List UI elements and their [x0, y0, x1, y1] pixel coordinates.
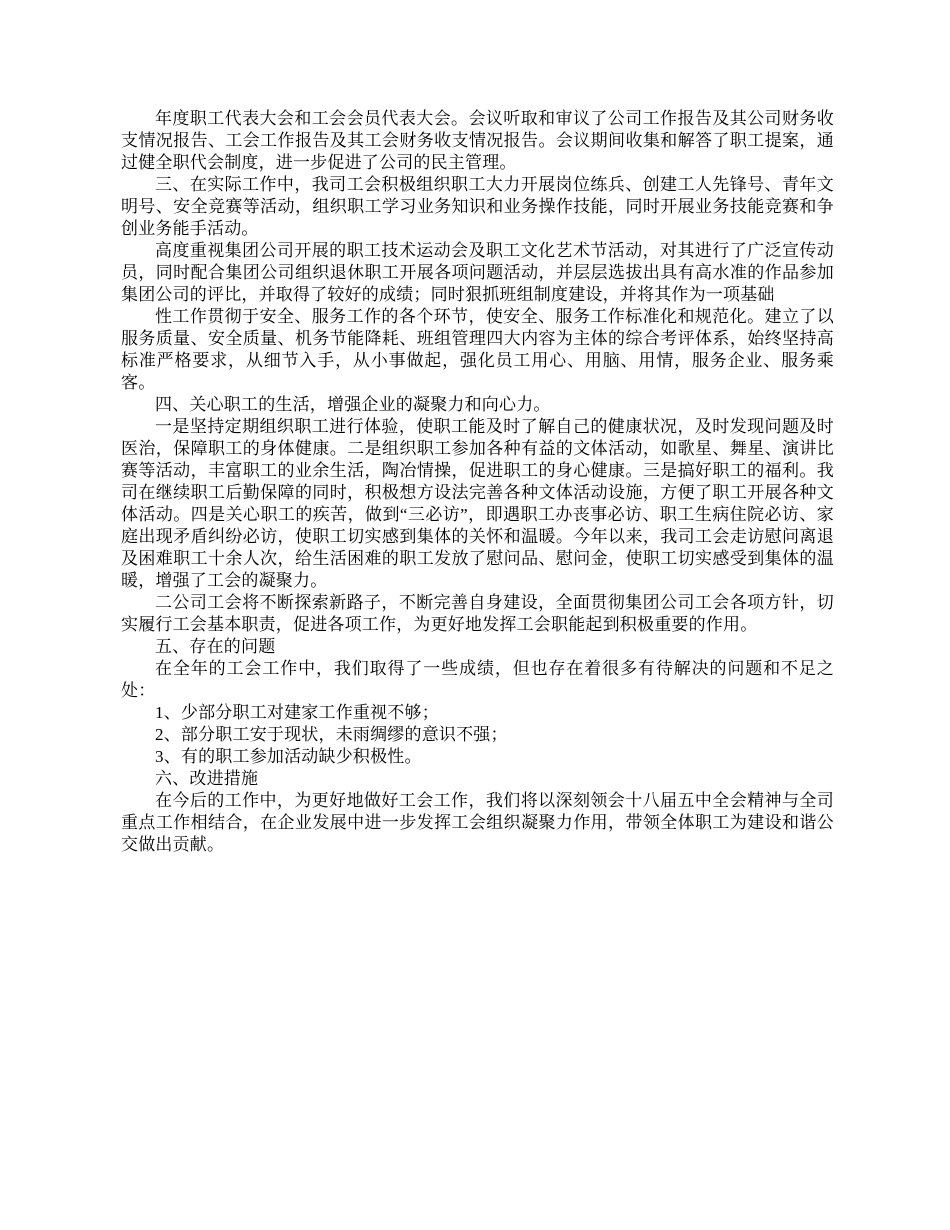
list-item: 1、少部分职工对建家工作重视不够；	[155, 703, 439, 722]
list-item: 3、有的职工参加活动缺少积极性。	[155, 747, 422, 766]
paragraph: 性工作贯彻于安全、服务工作的各个环节，使安全、服务工作标准化和规范化。建立了以服务质量、安全质量、机务节能降耗、班组管理四大内容为主体的综合考评体系，始终坚持高标准严格要求，从细节入手，从小事做起，强化员工用心、用脑、用情，服务企业、服务乘客。	[121, 307, 834, 392]
paragraph: 在今后的工作中，为更好地做好工会工作，我们将以深刻领会十八届五中全会精神与全司重点工作相结合，在企业发展中进一步发挥工会组织凝聚力作用，带领全体职工为建设和谐公交做出贡献。	[121, 791, 834, 854]
paragraph: 一是坚持定期组织职工进行体验，使职工能及时了解自己的健康状况，及时发现问题及时医治，保障职工的身体健康。二是组织职工参加各种有益的文体活动，如歌星、舞星、演讲比赛等活动，丰富职工的业余生活，陶冶情操，促进职工的身心健康。三是搞好职工的福利。我司在继续职工后勤保障的同时，积极想方设法完善各种文体活动设施，方便了职工开展各种文体活动。四是关心职工的疾苦，做到“三必访”，即遇职工办丧事必访、职工生病住院必访、家庭出现矛盾纠纷必访，使职工切实感到集体的关怀和温暖。今年以来，我司工会走访慰问离退及困难职工十余人次，给生活困难的职工发放了慰问品、慰问金，使职工切实感受到集体的温暖，增强了工会的凝聚力。	[121, 417, 834, 590]
paragraph: 三、在实际工作中，我司工会积极组织职工大力开展岗位练兵、创建工人先锋号、青年文明号、安全竞赛等活动，组织职工学习业务知识和业务操作技能，同时开展业务技能竞赛和争创业务能手活动。	[121, 175, 834, 238]
paragraph: 年度职工代表大会和工会会员代表大会。会议听取和审议了公司工作报告及其公司财务收支情况报告、工会工作报告及其工会财务收支情况报告。会议期间收集和解答了职工提案，通过健全职代会制度，进一步促进了公司的民主管理。	[121, 109, 834, 172]
paragraph: 在全年的工会工作中，我们取得了一些成绩，但也存在着很多有待解决的问题和不足之处：	[121, 659, 834, 700]
document-page	[121, 108, 834, 856]
list-item: 2、部分职工安于现状，未雨绸缪的意识不强；	[155, 725, 508, 744]
paragraph: 二公司工会将不断探索新路子，不断完善自身建设，全面贯彻集团公司工会各项方针，切实履行工会基本职责，促进各项工作，为更好地发挥工会职能起到积极重要的作用。	[121, 593, 834, 634]
section-heading: 六、改进措施	[155, 769, 259, 788]
paragraph: 高度重视集团公司开展的职工技术运动会及职工文化艺术节活动，对其进行了广泛宣传动员，同时配合集团公司组织退休职工开展各项问题活动，并层层选拔出具有高水准的作品参加集团公司的评比，并取得了较好的成绩；同时狠抓班组制度建设，并将其作为一项基础	[121, 241, 834, 304]
section-heading: 四、关心职工的生活，增强企业的凝聚力和向心力。	[155, 395, 551, 414]
section-heading: 五、存在的问题	[155, 637, 276, 656]
